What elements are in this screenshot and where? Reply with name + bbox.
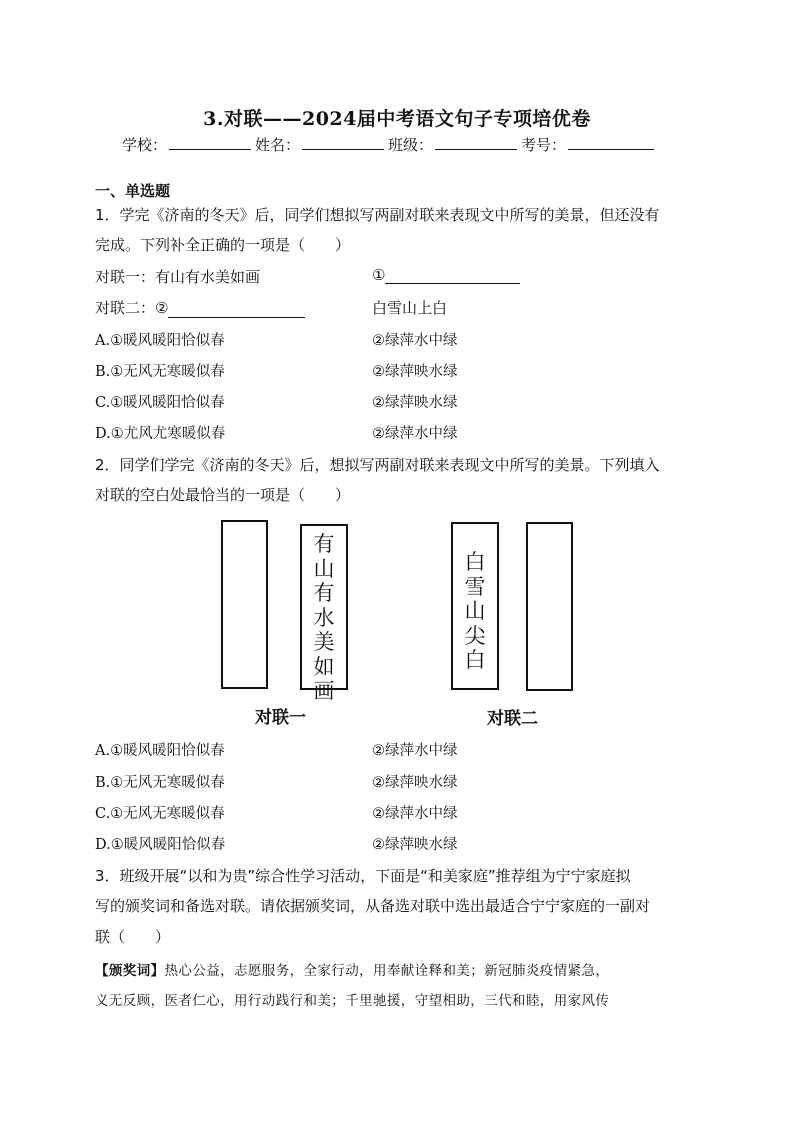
number-blank[interactable] [568, 134, 654, 150]
q1-option-c[interactable]: C.①暖风暖阳恰似春 [95, 395, 225, 411]
scroll-char: 有 [313, 532, 335, 556]
q1-option-a[interactable]: A.①暖风暖阳恰似春 [95, 333, 225, 349]
q3-stem-line-1: 3．班级开展“以和为贵”综合性学习活动，下面是“和美家庭”推荐组为宁宁家庭拟 [95, 867, 631, 885]
q1-couplet2-left [95, 297, 305, 318]
section-heading: 一、单选题 [95, 182, 171, 200]
q3-award-label: 【颁奖词】 [95, 963, 165, 979]
q3-award-text-1: 热心公益，志愿服务，全家行动，用奉献诠释和美；新冠肺炎疫情紧急， [164, 963, 610, 979]
q1-option-c-2: ②绿萍映水绿 [372, 395, 458, 411]
q1-couplet1-right [372, 266, 520, 284]
q2-option-a[interactable]: A.①暖风暖阳恰似春 [95, 743, 225, 759]
scroll-char: 山 [313, 556, 335, 581]
couplet1-caption: 对联一 [255, 708, 306, 728]
couplet1-scroll-text [302, 532, 346, 704]
couplet2-blank-scroll [526, 522, 573, 691]
q2-option-a-2: ②绿萍水中绿 [372, 743, 458, 759]
scroll-char: 如 [313, 654, 335, 679]
q1-couplet1-right-label: ① [372, 266, 386, 284]
q3-stem-line-2: 写的颁奖词和备选对联。请依据颁奖词，从备选对联中选出最适合宁宁家庭的一副对 [95, 897, 651, 915]
couplet2-caption: 对联二 [487, 709, 538, 729]
q1-couplet2-right: 白雪山上白 [372, 299, 448, 317]
scroll-char: 画 [313, 679, 335, 703]
q1-option-b-2: ②绿萍映水绿 [372, 364, 458, 380]
scroll-char: 有 [313, 581, 335, 605]
q1-option-b[interactable]: B.①无风无寒暖似春 [95, 364, 225, 380]
school-blank[interactable] [169, 134, 251, 150]
q3-award-line-2: 义无反顾，医者仁心，用行动践行和美；千里驰援，守望相助，三代和睦，用家风传 [95, 993, 610, 1009]
q2-option-c-2: ②绿萍水中绿 [372, 806, 458, 822]
name-blank[interactable] [302, 134, 384, 150]
q1-stem-line-2: 完成。下列补全正确的一项是（ ） [95, 236, 351, 254]
number-label: 考号： [521, 136, 567, 154]
scroll-char: 雪 [464, 574, 486, 599]
couplet1-filled-scroll [300, 524, 348, 703]
q2-option-c[interactable]: C.①无风无寒暖似春 [95, 806, 225, 822]
couplet2-scroll-text [453, 550, 497, 673]
q3-stem-line-3: 联（ ） [95, 928, 171, 946]
q1-couplet1-blank [385, 267, 520, 284]
q2-option-b[interactable]: B.①无风无寒暖似春 [95, 775, 225, 791]
scroll-char: 尖 [464, 623, 486, 648]
student-info-row [122, 134, 658, 155]
school-label: 学校： [122, 136, 168, 154]
q1-option-d[interactable]: D.①尤风尤寒暖似春 [95, 426, 226, 442]
q2-stem-line-2: 对联的空白处最恰当的一项是（ ） [95, 486, 351, 504]
couplet2-filled-scroll [451, 522, 499, 690]
scroll-char: 山 [464, 599, 486, 623]
q2-option-d[interactable]: D.①暖风暖阳恰似春 [95, 837, 226, 853]
q3-award-line-1 [95, 959, 609, 979]
q1-couplet1-left: 对联一：有山有水美如画 [95, 268, 261, 286]
scroll-char: 美 [313, 630, 335, 654]
class-blank[interactable] [435, 134, 517, 150]
couplet1-blank-scroll [221, 520, 268, 689]
q1-stem-line-1: 1．学完《济南的冬天》后，同学们想拟写两副对联来表现文中所写的美景，但还没有 [95, 206, 660, 224]
page-title: 3.对联——2024届中考语文句子专项培优卷 [203, 108, 591, 130]
scroll-char: 白 [464, 648, 486, 672]
q1-couplet2-left-label: 对联二：② [95, 299, 169, 317]
q2-option-b-2: ②绿萍映水绿 [372, 775, 458, 791]
scroll-char: 白 [464, 550, 486, 574]
q1-option-d-2: ②绿萍水中绿 [372, 426, 458, 442]
q1-option-a-2: ②绿萍水中绿 [372, 333, 458, 349]
class-label: 班级： [388, 136, 434, 154]
scroll-char: 水 [313, 605, 335, 630]
name-label: 姓名： [255, 136, 301, 154]
q1-couplet2-blank [168, 301, 305, 318]
q2-option-d-2: ②绿萍映水绿 [372, 837, 458, 853]
q2-stem-line-1: 2．同学们学完《济南的冬天》后，想拟写两副对联来表现文中所写的美景。下列填入 [95, 456, 660, 474]
